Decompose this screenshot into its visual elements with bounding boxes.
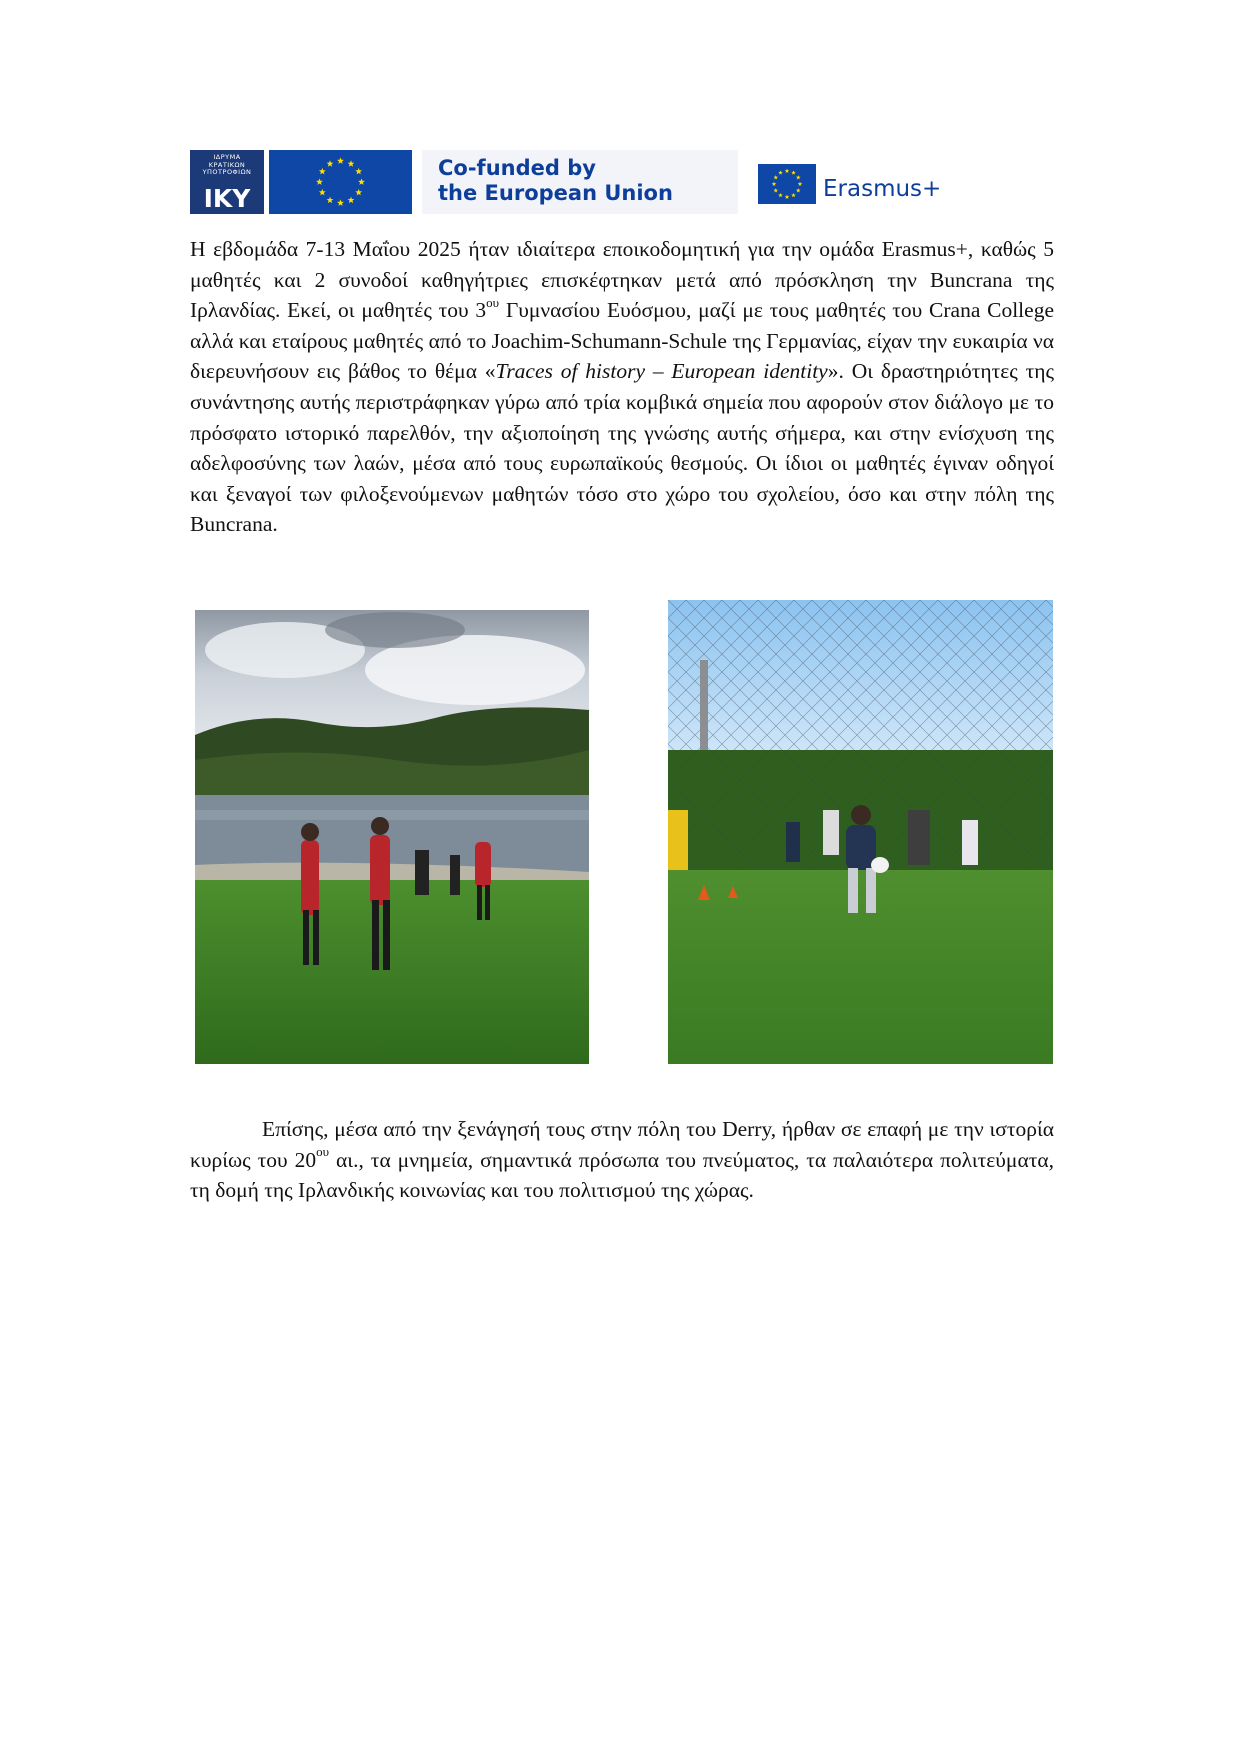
eu-star-icon (791, 193, 796, 197)
cofunded-line-2: the European Union (438, 181, 673, 205)
ordinal-superscript: ου (486, 295, 500, 311)
eu-star-icon (355, 168, 362, 175)
derry-text-b: αι., τα μνημεία, σημαντικά πρόσωπα του πνεύματος, τα παλαιότερα πολιτεύματα, τη δομή της Ιρλανδικής κοινωνίας και του πολιτισμού της χώρας. (190, 1147, 1054, 1203)
intro-paragraph (190, 234, 1054, 540)
logo-bar (190, 150, 960, 216)
eu-stars-ring-small (758, 164, 816, 204)
iky-line-2: ΚΡΑΤΙΚΩΝ (208, 160, 246, 169)
eu-star-icon (778, 193, 783, 197)
eu-star-icon (772, 182, 777, 186)
eu-star-icon (791, 170, 796, 174)
eu-star-icon (327, 160, 334, 167)
eu-star-icon (798, 182, 803, 186)
eu-star-icon (796, 188, 801, 192)
eu-star-icon (319, 168, 326, 175)
erasmus-eu-flag-icon (758, 164, 816, 204)
intro-text-c: ». Οι δραστηριότητες της συνάντησης αυτής περιστράφηκαν γύρω από τρία κομβικά σημεία που αφορούν στον διάλογο με το πρόσφατο ιστορικό παρελθόν, την αξιοποίηση της γνώσης αυτής σήμερα, και στην ενίσχυση της αδελφοσύνης των λαών, μέσα από τους ευρωπαϊκούς θεσμούς. Οι ίδιοι οι μαθητές έγιναν οδηγοί και ξεναγοί των φιλοξενούμενων μαθητών τόσο στο χώρο του σχολείου, όσο και στην πόλη της Buncrana. (190, 359, 1054, 537)
eu-flag-icon (269, 150, 412, 214)
derry-text-a: Επίσης, μέσα από την ξενάγησή τους στην πόλη του Derry, ήρθαν σε επαφή με την ιστορία κυρίως του 20 (190, 1117, 1054, 1172)
derry-paragraph (190, 1114, 1054, 1206)
cofunded-label (422, 150, 738, 214)
iky-acronym: IKY (203, 184, 251, 213)
eu-star-icon (358, 178, 365, 185)
eu-star-icon (796, 175, 801, 179)
iky-line-3: ΥΠΟΤΡΟΦΙΩΝ (202, 168, 252, 176)
eu-star-icon (316, 178, 323, 185)
lake-photo-illustration (195, 610, 589, 1064)
iky-logo (190, 150, 264, 214)
century-superscript: ου (316, 1144, 330, 1160)
cofunded-line-1: Co-funded by (438, 156, 596, 180)
erasmus-plus-label: Erasmus+ (823, 176, 942, 202)
theme-title: Traces of history – European identity (495, 359, 828, 384)
eu-star-icon (773, 188, 778, 192)
eu-stars-ring (269, 150, 412, 214)
iky-line-1: ΙΔΡΥΜΑ (213, 153, 241, 161)
pitch-photo-illustration (668, 600, 1053, 1064)
eu-star-icon (785, 195, 790, 199)
eu-star-icon (337, 157, 344, 164)
photo-students-on-pitch (668, 600, 1053, 1064)
eu-star-icon (355, 189, 362, 196)
intro-text-a: Η εβδομάδα 7-13 Μαΐου 2025 ήταν ιδιαίτερα εποικοδομητική για την ομάδα Erasmus+, καθώς 5 μαθητές και 2 συνοδοί καθηγήτριες επισκέφτηκαν μετά από πρόσκληση την Buncrana της Ιρλανδίας. Εκεί, οι μαθητές του 3 (190, 237, 1054, 323)
eu-star-icon (348, 197, 355, 204)
eu-star-icon (337, 199, 344, 206)
photo-students-by-lake (195, 610, 589, 1064)
eu-star-icon (348, 160, 355, 167)
eu-star-icon (773, 175, 778, 179)
eu-star-icon (327, 197, 334, 204)
eu-star-icon (778, 170, 783, 174)
intro-text-b: Γυμνασίου Ευόσμου, μαζί με τους μαθητές του Crana College αλλά και εταίρους μαθητές από το Joachim-Schumann-Schule της Γερμανίας, είχαν την ευκαιρία να διερευνήσουν εις βάθος το θέμα « (190, 298, 1054, 384)
eu-star-icon (319, 189, 326, 196)
iky-logo-small-text (194, 154, 260, 177)
eu-star-icon (785, 169, 790, 173)
